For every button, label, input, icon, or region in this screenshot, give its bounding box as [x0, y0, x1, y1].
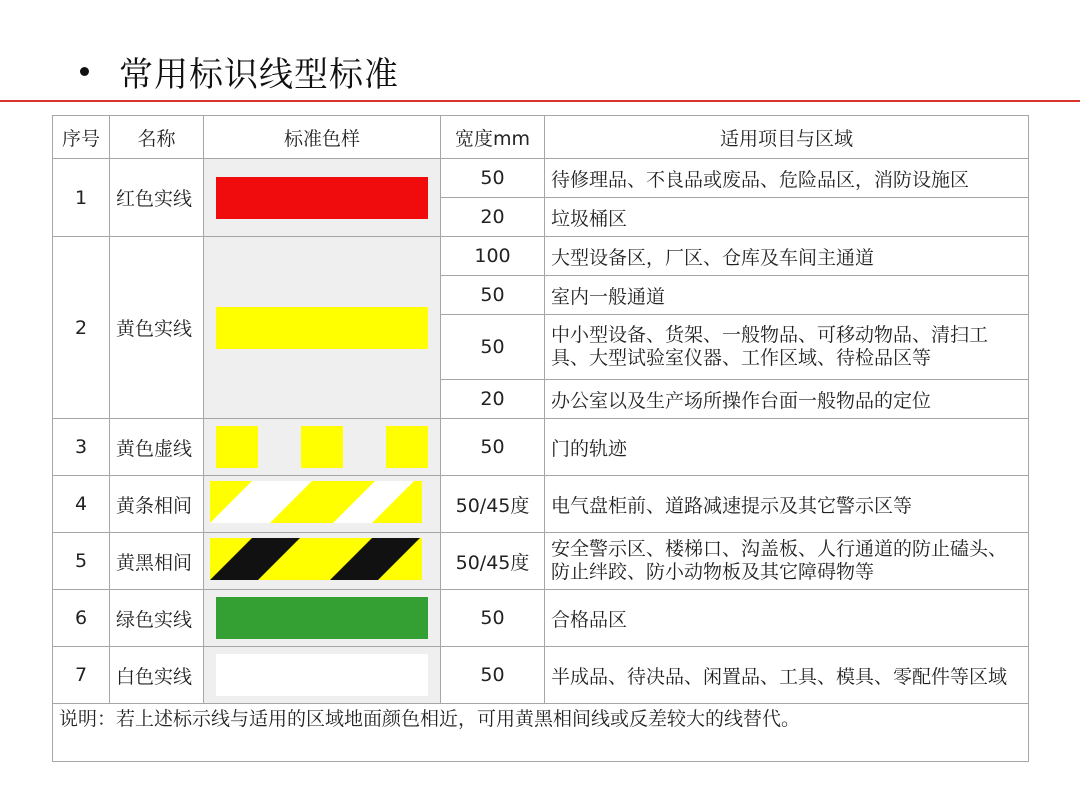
- bullet-icon: [80, 67, 89, 76]
- white-solid-line-swatch: [216, 654, 428, 696]
- table-note-row: [53, 704, 1029, 762]
- table-header-row: [53, 116, 1029, 159]
- header-area: 适用项目与区域: [545, 116, 1029, 159]
- table-row: [53, 419, 1029, 476]
- marking-line-standard-table: [52, 115, 1029, 762]
- row-no: 2: [53, 237, 110, 419]
- swatch-cell: [204, 590, 441, 647]
- row-no: 6: [53, 590, 110, 647]
- swatch-cell: [204, 159, 441, 237]
- row-area: 室内一般通道: [545, 276, 1029, 315]
- swatch-cell: [204, 533, 441, 590]
- swatch-cell: [204, 237, 441, 419]
- row-name: 白色实线: [110, 647, 204, 704]
- slide-title: 常用标识线型标准: [119, 54, 399, 95]
- row-name: 黄色虚线: [110, 419, 204, 476]
- row-no: 5: [53, 533, 110, 590]
- swatch-cell: [204, 476, 441, 533]
- row-area: 垃圾桶区: [545, 198, 1029, 237]
- row-area: 中小型设备、货架、一般物品、可移动物品、清扫工具、大型试验室仪器、工作区域、待检品区等: [545, 315, 1029, 380]
- swatch-cell: [204, 419, 441, 476]
- yellow-black-stripe-swatch: [210, 538, 422, 580]
- header-name: 名称: [110, 116, 204, 159]
- row-width: 100: [441, 237, 545, 276]
- table-row: [53, 237, 1029, 276]
- title-divider: [0, 100, 1080, 102]
- row-width: 50: [441, 590, 545, 647]
- table-row: [53, 647, 1029, 704]
- yellow-dashed-line-swatch: [216, 426, 428, 468]
- row-width: 50: [441, 276, 545, 315]
- row-width: 50/45度: [441, 476, 545, 533]
- row-width: 50/45度: [441, 533, 545, 590]
- row-area: 待修理品、不良品或废品、危险品区，消防设施区: [545, 159, 1029, 198]
- table-row: [53, 159, 1029, 198]
- row-name: 绿色实线: [110, 590, 204, 647]
- header-swatch: 标准色样: [204, 116, 441, 159]
- table-row: [53, 533, 1029, 590]
- table-row: [53, 476, 1029, 533]
- row-width: 50: [441, 647, 545, 704]
- row-no: 7: [53, 647, 110, 704]
- swatch-cell: [204, 647, 441, 704]
- row-no: 3: [53, 419, 110, 476]
- row-width: 50: [441, 159, 545, 198]
- row-area: 电气盘柜前、道路减速提示及其它警示区等: [545, 476, 1029, 533]
- row-no: 1: [53, 159, 110, 237]
- row-area: 办公室以及生产场所操作台面一般物品的定位: [545, 380, 1029, 419]
- yellow-solid-line-swatch: [216, 307, 428, 349]
- row-area: 安全警示区、楼梯口、沟盖板、人行通道的防止磕头、防止绊跤、防小动物板及其它障碍物等: [545, 533, 1029, 590]
- dash-segment: [386, 426, 428, 468]
- row-name: 黄黑相间: [110, 533, 204, 590]
- row-name: 黄条相间: [110, 476, 204, 533]
- table-row: [53, 590, 1029, 647]
- dash-segment: [216, 426, 258, 468]
- header-width: 宽度mm: [441, 116, 545, 159]
- row-no: 4: [53, 476, 110, 533]
- yellow-white-stripe-swatch: [210, 481, 422, 523]
- header-no: 序号: [53, 116, 110, 159]
- row-width: 20: [441, 198, 545, 237]
- row-area: 半成品、待决品、闲置品、工具、模具、零配件等区域: [545, 647, 1029, 704]
- row-area: 大型设备区，厂区、仓库及车间主通道: [545, 237, 1029, 276]
- slide-title-block: [80, 46, 399, 96]
- table-note: 说明：若上述标示线与适用的区域地面颜色相近，可用黄黑相间线或反差较大的线替代。: [53, 704, 1029, 762]
- row-width: 50: [441, 315, 545, 380]
- row-name: 红色实线: [110, 159, 204, 237]
- red-solid-line-swatch: [216, 177, 428, 219]
- row-width: 50: [441, 419, 545, 476]
- green-solid-line-swatch: [216, 597, 428, 639]
- row-area: 门的轨迹: [545, 419, 1029, 476]
- dash-segment: [301, 426, 343, 468]
- row-name: 黄色实线: [110, 237, 204, 419]
- row-area: 合格品区: [545, 590, 1029, 647]
- row-width: 20: [441, 380, 545, 419]
